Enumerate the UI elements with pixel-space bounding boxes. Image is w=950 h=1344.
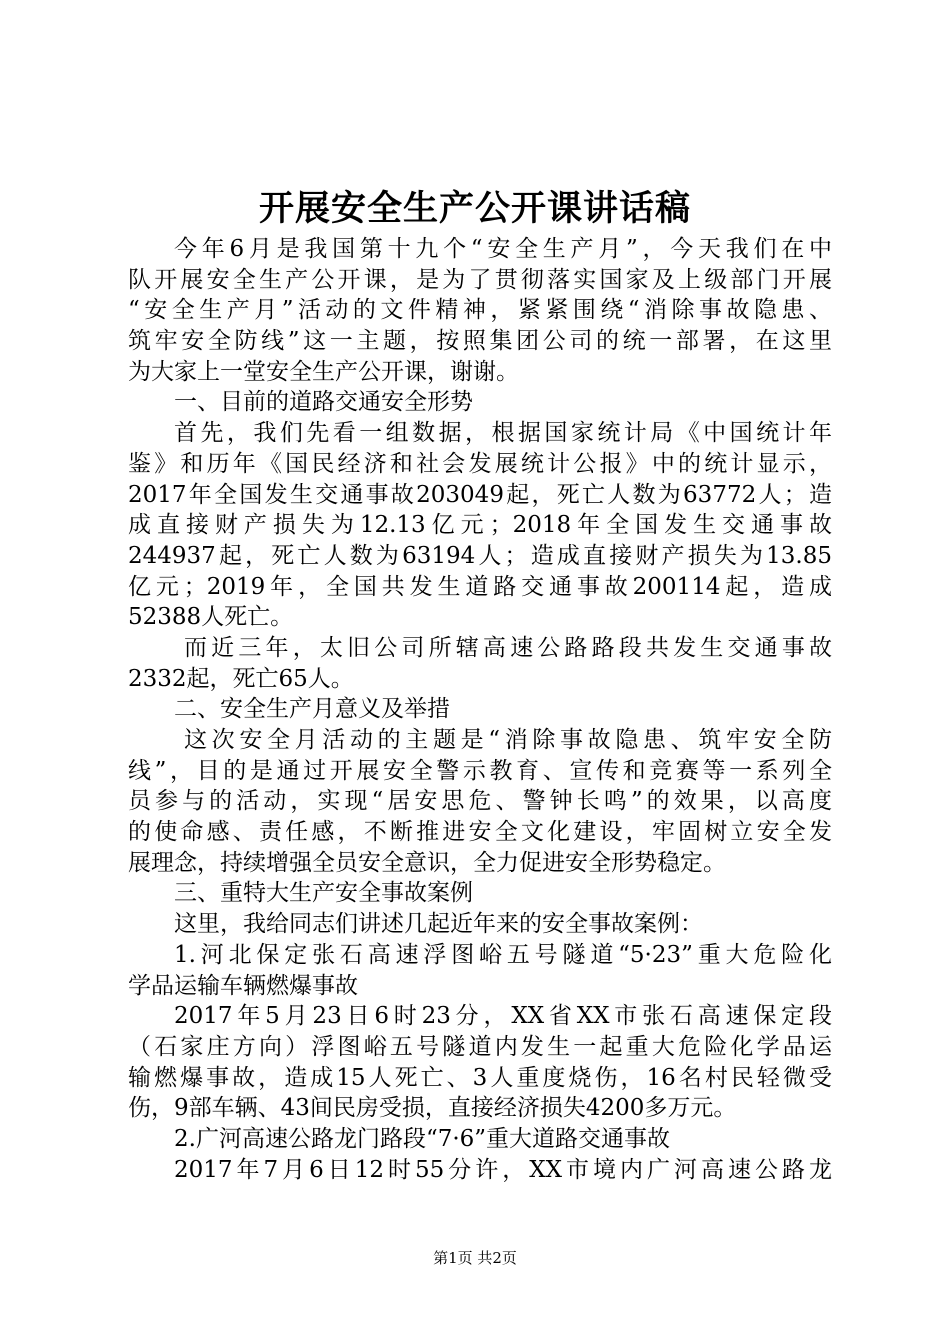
paragraph-line: 筑牢安全防线”这一主题，按照集团公司的统一部署，在这里	[128, 328, 832, 355]
paragraph-line: 成直接财产损失为12.13亿元；2018年全国发生交通事故	[128, 512, 832, 539]
paragraph-line: 线”，目的是通过开展安全警示教育、宣传和竞赛等一系列全	[128, 757, 832, 784]
paragraph-line: 队开展安全生产公开课，是为了贯彻落实国家及上级部门开展	[128, 266, 832, 293]
document-body	[128, 234, 832, 1185]
case-title-line: 1.河北保定张石高速浮图峪五号隧道“5·23”重大危险化	[174, 941, 832, 968]
paragraph-line: 52388人死亡。	[128, 604, 294, 631]
paragraph-line: 亿元；2019年，全国共发生道路交通事故200114起，造成	[128, 573, 832, 600]
paragraph-line: 244937起，死亡人数为63194人；造成直接财产损失为13.85	[128, 542, 832, 569]
case-title-line: 学品运输车辆燃爆事故	[128, 972, 358, 999]
paragraph-line: 而近三年，太旧公司所辖高速公路路段共发生交通事故	[184, 634, 832, 661]
paragraph-line: 为大家上一堂安全生产公开课，谢谢。	[128, 358, 519, 385]
paragraph-line: 员参与的活动，实现“居安思危、警钟长鸣”的效果，以高度	[128, 788, 832, 815]
paragraph-line: 2017年7月6日12时55分许，XX市境内广河高速公路龙	[174, 1156, 832, 1183]
paragraph-line: 2332起，死亡65人。	[128, 665, 354, 692]
section-heading: 三、重特大生产安全事故案例	[174, 880, 473, 907]
paragraph-line: 的使命感、责任感，不断推进安全文化建设，牢固树立安全发	[128, 819, 832, 846]
case-title-line: 2.广河高速公路龙门路段“7·6”重大道路交通事故	[174, 1125, 671, 1152]
paragraph-line: “安全生产月”活动的文件精神，紧紧围绕“消除事故隐患、	[128, 297, 832, 324]
document-title: 开展安全生产公开课讲话稿	[258, 188, 691, 229]
section-heading: 二、安全生产月意义及举措	[174, 696, 450, 723]
paragraph-line: 这次安全月活动的主题是“消除事故隐患、筑牢安全防	[184, 727, 832, 753]
paragraph-line: 输燃爆事故，造成15人死亡、3人重度烧伤，16名村民轻微受	[128, 1064, 832, 1091]
paragraph-line: 这里，我给同志们讲述几起近年来的安全事故案例：	[174, 911, 703, 938]
paragraph-line: 伤，9部车辆、43间民房受损，直接经济损失4200多万元。	[128, 1095, 737, 1122]
paragraph-line: 今年6月是我国第十九个“安全生产月”，今天我们在中	[174, 236, 832, 262]
paragraph-line: 首先，我们先看一组数据，根据国家统计局《中国统计年	[174, 420, 832, 447]
paragraph-line: （石家庄方向）浮图峪五号隧道内发生一起重大危险化学品运	[128, 1033, 832, 1060]
paragraph-line: 2017年全国发生交通事故203049起，死亡人数为63772人；造	[128, 481, 832, 508]
paragraph-line: 2017年5月23日6时23分，XX省XX市张石高速保定段	[174, 1003, 832, 1030]
page-footer: 第1页 共2页	[433, 1249, 517, 1267]
paragraph-line: 鉴》和历年《国民经济和社会发展统计公报》中的统计显示，	[128, 450, 832, 477]
paragraph-line: 展理念，持续增强全员安全意识，全力促进安全形势稳定。	[128, 849, 726, 876]
section-heading: 一、目前的道路交通安全形势	[174, 389, 473, 416]
